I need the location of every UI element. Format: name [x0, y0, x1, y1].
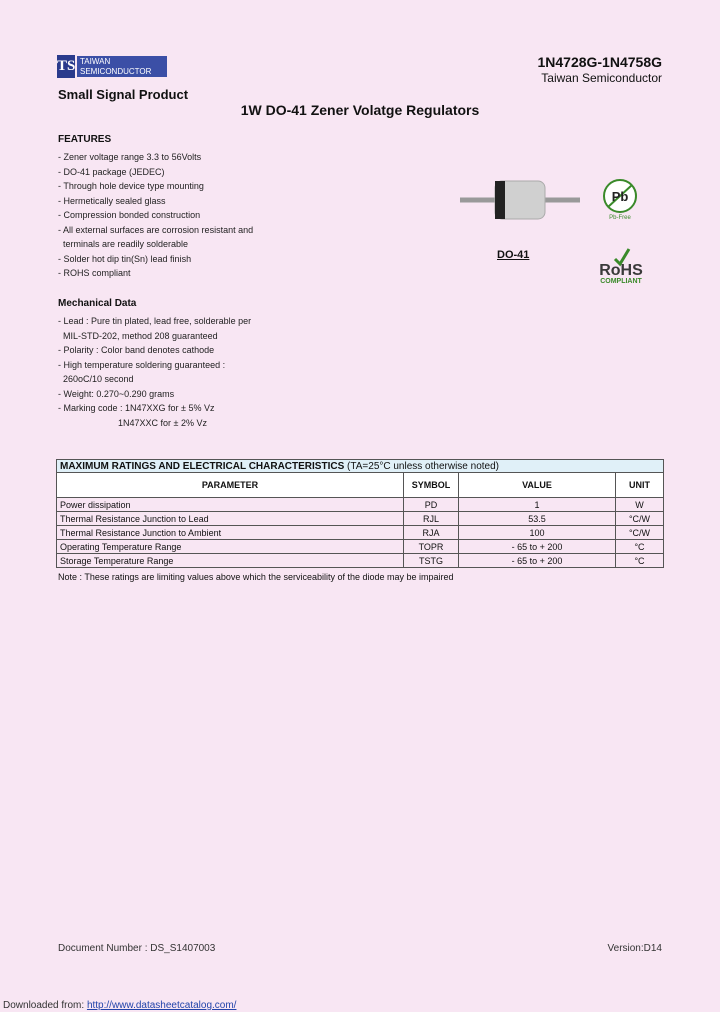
list-item: - All external surfaces are corrosion resistant and [58, 224, 254, 235]
product-category: Small Signal Product [58, 87, 189, 102]
table-row: Operating Temperature Range TOPR - 65 to + 200 °C [57, 540, 664, 554]
package-label: DO-41 [497, 249, 530, 261]
col-unit: UNIT [616, 473, 664, 498]
list-item: - DO-41 package (JEDEC) [58, 166, 165, 177]
table-header-row [57, 473, 664, 498]
list-item: MIL-STD-202, method 208 guaranteed [58, 330, 218, 341]
table-caption-note: (TA=25°C unless otherwise noted) [347, 460, 499, 472]
table-caption-row [57, 460, 664, 473]
pb-text: Pb [611, 189, 629, 204]
rohs-compliant-label: COMPLIANT [600, 278, 642, 285]
table-note: Note : These ratings are limiting values above which the serviceability of the diode may be impaired [58, 572, 454, 582]
list-item: - Lead : Pure tin plated, lead free, solderable per [58, 316, 252, 326]
list-item: - High temperature soldering guaranteed : [58, 359, 226, 370]
table-caption: MAXIMUM RATINGS AND ELECTRICAL CHARACTERISTICS [60, 460, 345, 472]
list-item: 1N47XXC for ± 2% Vz [58, 417, 207, 428]
manufacturer-name: Taiwan Semiconductor [541, 71, 662, 85]
list-item: - Polarity : Color band denotes cathode [58, 345, 215, 355]
col-symbol: SYMBOL [404, 473, 459, 498]
download-link[interactable]: http://www.datasheetcatalog.com/ [86, 1000, 237, 1011]
logo-text: TAIWAN SEMICONDUCTOR [77, 56, 167, 77]
features-heading: FEATURES [58, 134, 112, 145]
col-parameter: PARAMETER [57, 473, 404, 498]
list-item: - Compression bonded construction [58, 210, 201, 220]
col-value: VALUE [459, 473, 616, 498]
page-title: 1W DO-41 Zener Volatge Regulators [240, 102, 480, 118]
list-item: - Solder hot dip tin(Sn) lead finish [58, 253, 192, 264]
table-row: Power dissipation PD 1 W [57, 498, 664, 512]
company-logo [57, 55, 169, 78]
rohs-icon [595, 245, 651, 285]
list-item: - ROHS compliant [58, 268, 131, 278]
features-list [58, 150, 253, 281]
table-row: Storage Temperature Range TSTG - 65 to + 200 °C [57, 554, 664, 568]
list-item: - Weight: 0.270~0.290 grams [58, 388, 175, 399]
mechanical-list [58, 314, 251, 430]
pb-free-icon [598, 178, 642, 222]
ratings-table [56, 459, 664, 568]
download-footer [3, 1000, 236, 1011]
list-item: - Zener voltage range 3.3 to 56Volts [58, 152, 202, 162]
download-prefix: Downloaded from: [3, 1000, 85, 1011]
mechanical-heading: Mechanical Data [58, 298, 137, 309]
list-item: - Marking code : 1N47XXG for ± 5% Vz [58, 403, 215, 413]
document-number: Document Number : DS_S1407003 [58, 943, 216, 954]
table-row: Thermal Resistance Junction to Ambient RJA 100 °C/W [57, 526, 664, 540]
list-item: 260oC/10 second [58, 374, 134, 384]
table-row: Thermal Resistance Junction to Lead RJL 53.5 °C/W [57, 512, 664, 526]
do41-diode-image [455, 178, 585, 222]
list-item: terminals are readily solderable [58, 239, 189, 249]
part-number: 1N4728G-1N4758G [537, 54, 662, 70]
pb-free-label: Pb-Free [609, 215, 631, 221]
list-item: - Hermetically sealed glass [58, 195, 166, 206]
rohs-text: RoHS [599, 262, 643, 279]
list-item: - Through hole device type mounting [58, 181, 204, 191]
logo-mark: TS [57, 55, 75, 78]
version-label: Version:D14 [607, 943, 662, 954]
